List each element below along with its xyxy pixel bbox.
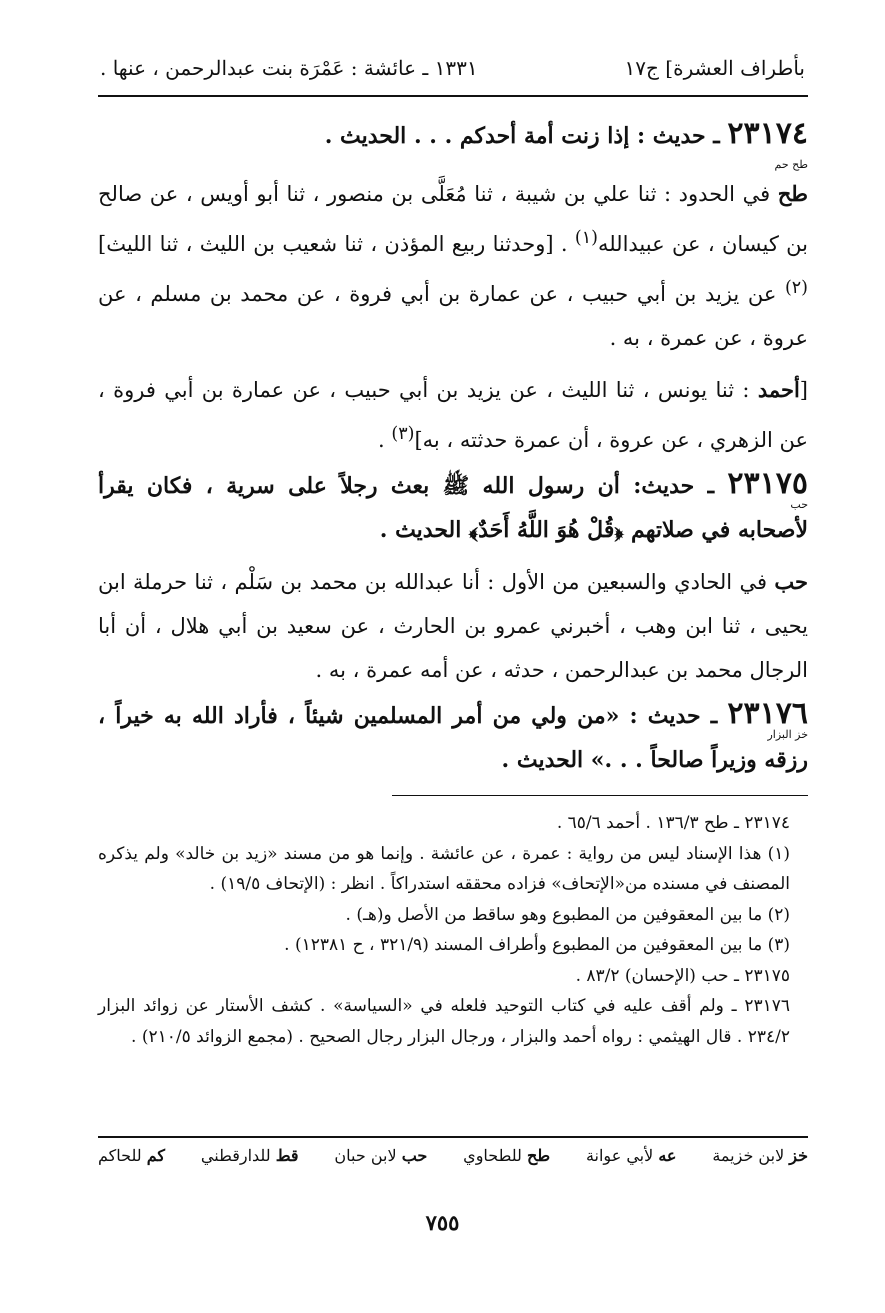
footnote: ٢٣١٧٤ ـ طح ١٣٦/٣ . أحمد ٦٥/٦ . bbox=[556, 813, 790, 833]
abbreviation-code: قط bbox=[275, 1146, 299, 1165]
abbreviation-item bbox=[463, 1146, 550, 1165]
abbreviation-name: لابن خزيمة bbox=[712, 1146, 785, 1165]
header-rule bbox=[98, 95, 808, 97]
footnote-ref: (١) bbox=[574, 228, 598, 248]
abbreviation-name: لابن حبان bbox=[334, 1146, 397, 1165]
hadith-23175-isnad bbox=[98, 560, 808, 692]
hadith-number: ٢٣١٧٤ bbox=[727, 116, 808, 151]
hadith-number: ٢٣١٧٦ bbox=[727, 696, 808, 731]
isnad-text: عن يزيد بن أبي حبيب ، عن عمارة بن أبي فروة ، عن محمد بن مسلم ، عن عروة ، عن عمرة ، به . bbox=[98, 282, 808, 350]
footnote: ٢٣١٧٦ ـ ولم أقف عليه في كتاب التوحيد فلعله في «السياسة» . كشف الأستار عن زوائد البزار ٢٣٤/٢ . قال الهيثمي : رواه أحمد والبزار ، ورجال البزار رجال الصحيح . (مجمع الزوائد ٢١٠/٥) . bbox=[98, 996, 790, 1047]
hadith-text: ـ حديث : «من ولي من أمر المسلمين شيئاً ، فأراد الله به خيراً ، رزقه وزيراً صالحاً . . .» الحديث . bbox=[98, 703, 808, 773]
abbreviation-name: للدارقطني bbox=[200, 1146, 271, 1165]
footnote: (٣) ما بين المعقوفين من المطبوع وأطراف المسند (٣٢١/٩ ، ح ١٢٣٨١) . bbox=[284, 935, 790, 955]
hadith-text: ـ حديث : إذا زنت أمة أحدكم . . . الحديث . bbox=[324, 123, 720, 149]
hadith-23174-heading bbox=[98, 112, 808, 158]
source-code: طح bbox=[777, 181, 808, 206]
abbreviation-name: لأبي عوانة bbox=[585, 1146, 654, 1165]
footnote-ref: (٢) bbox=[784, 278, 808, 298]
isnad-text: : ثنا يونس ، ثنا الليث ، عن يزيد بن أبي حبيب ، عن عمارة بن أبي فروة ، عن الزهري ، عن عروة ، أن عمرة حدثته ، به] bbox=[98, 378, 808, 452]
header-book: بأطراف العشرة] ج١٧ bbox=[624, 56, 805, 80]
abbreviation-code: طح bbox=[527, 1146, 551, 1165]
header-section: ١٣٣١ ـ عائشة : عَمْرَة بنت عبدالرحمن ، عنها . bbox=[100, 56, 478, 80]
hadith-text: ـ حديث: أن رسول الله ﷺ بعث رجلاً على سرية ، فكان يقرأ لأصحابه في صلاتهم ﴿قُلْ هُوَ اللَّهُ أَحَدٌ﴾ الحديث . bbox=[98, 473, 808, 543]
footnote: ٢٣١٧٥ ـ حب (الإحسان) ٨٣/٢ . bbox=[575, 965, 790, 986]
abbreviation-item bbox=[201, 1146, 299, 1165]
abbreviation-item bbox=[98, 1146, 165, 1165]
abbreviation-code: حب bbox=[401, 1146, 428, 1165]
hadith-23175-heading bbox=[98, 462, 808, 552]
hadith-number: ٢٣١٧٥ bbox=[727, 466, 808, 501]
abbreviation-rule bbox=[98, 1136, 808, 1138]
abbreviation-key bbox=[98, 1146, 808, 1165]
abbreviation-item bbox=[586, 1146, 677, 1165]
source-code: حب bbox=[774, 569, 808, 594]
footnote-rule bbox=[392, 795, 808, 796]
hadith-23174-isnad bbox=[98, 172, 808, 360]
running-header bbox=[100, 50, 805, 86]
main-text bbox=[98, 112, 808, 773]
footnote: (٢) ما بين المعقوفين من المطبوع وهو ساقط من الأصل و(هـ) . bbox=[345, 904, 790, 925]
hadith-23176-heading bbox=[98, 692, 808, 782]
abbreviation-name: للحاكم bbox=[98, 1146, 142, 1165]
abbreviation-code: خز bbox=[789, 1146, 808, 1165]
page-number: ٧٥٥ bbox=[425, 1210, 460, 1235]
abbreviation-code: كم bbox=[146, 1146, 166, 1165]
hadith-23174-ahmad: [أحمد : ثنا يونس ، ثنا الليث ، عن يزيد بن أبي حبيب ، عن عمارة بن أبي فروة ، عن الزهري ، عن عروة ، أن عمرة حدثته ، به]$^{(٣)}$ . bbox=[98, 377, 808, 452]
source-sigla: حب bbox=[790, 498, 808, 511]
abbreviation-name: للطحاوي bbox=[463, 1146, 522, 1165]
punct: . bbox=[378, 428, 392, 452]
abbreviation-item bbox=[334, 1146, 427, 1165]
isnad-text: . [وحدثنا ربيع المؤذن ، ثنا شعيب بن الليث ، ثنا الليث] bbox=[98, 232, 575, 256]
footnotes bbox=[98, 808, 808, 1052]
footnote-ref: (٣) bbox=[391, 424, 415, 444]
source-sigla: خز البزار bbox=[767, 728, 808, 741]
source-code: أحمد bbox=[757, 377, 800, 402]
abbreviation-code: عه bbox=[658, 1146, 677, 1165]
isnad-text: في الحادي والسبعين من الأول : أنا عبدالله بن محمد بن سَلْم ، ثنا حرملة ابن يحيى ، ثنا ابن وهب ، أخبرني عمرو بن الحارث ، عن سعيد بن أبي هلال ، أن أبا الرجال محمد بن عبدالرحمن ، حدثه ، عن أمه عمرة ، به . bbox=[98, 570, 808, 682]
isnad-text: في الحدود : ثنا علي بن شيبة ، ثنا مُعَلَّى بن منصور ، ثنا أبو أويس ، عن صالح بن كيسان ، عن عبيدالله bbox=[98, 182, 808, 256]
source-sigla: طح حم bbox=[774, 158, 808, 171]
footnote: (١) هذا الإسناد ليس من رواية : عمرة ، عن عائشة . وإنما هو من مسند «زيد بن خالد» ولم يذكره المصنف في مسنده من«الإتحاف» فزاده محققه استدراكاً . انظر : (الإتحاف ١٩/٥) . bbox=[98, 843, 790, 894]
abbreviation-item bbox=[712, 1146, 808, 1165]
